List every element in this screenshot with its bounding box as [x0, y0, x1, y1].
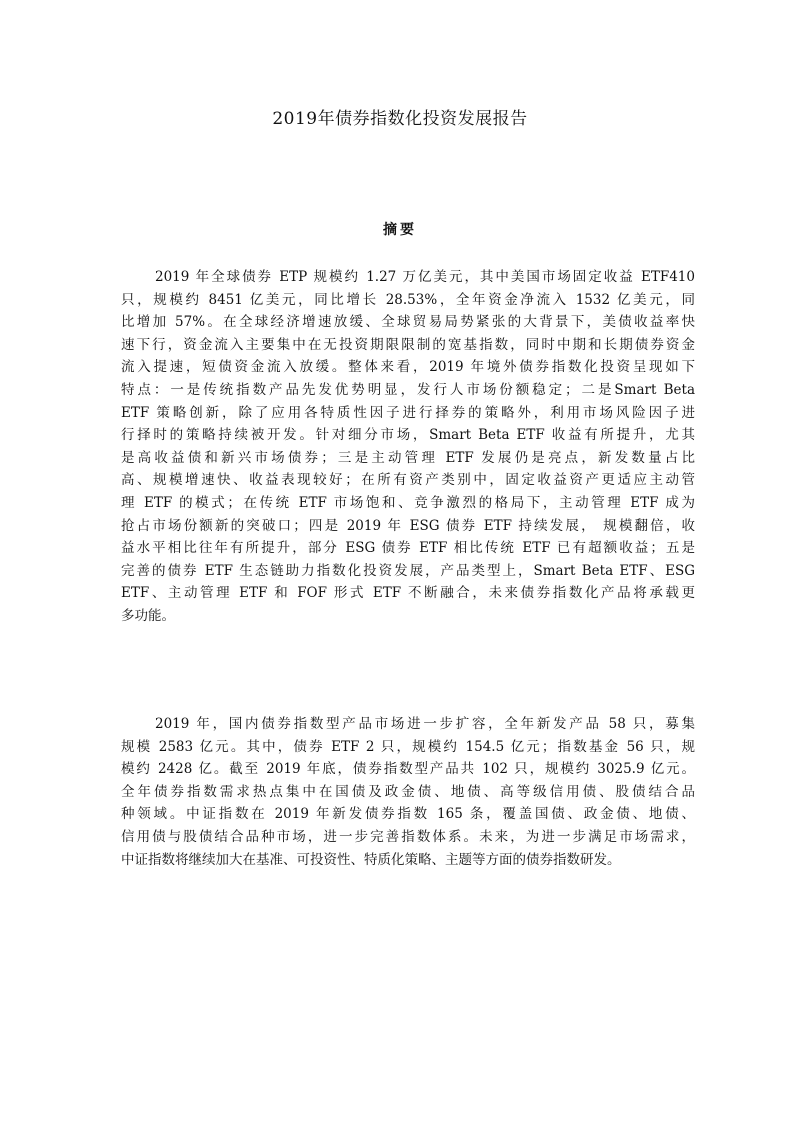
paragraph-line: 流入提速，短债资金流入放缓。整体来看，2019 年境外债券指数化投资呈现如下: [121, 359, 695, 376]
paragraph-line: 规模 2583 亿元。其中，债券 ETF 2 只，规模约 154.5 亿元；指数基金 56 只，规: [121, 738, 695, 755]
document-title: 2019年债券指数化投资发展报告: [272, 109, 528, 129]
paragraph-line: ETF、主动管理 ETF 和 FOF 形式 ETF 不断融合，未来债券指数化产品将承载更: [121, 585, 695, 602]
paragraph-line: 特点：一是传统指数产品先发优势明显，发行人市场份额稳定；二是Smart Beta: [121, 381, 695, 398]
paragraph-line: 抢占市场份额新的突破口；四是 2019 年 ESG 债券 ETF 持续发展， 规模翻倍，收: [121, 517, 695, 534]
paragraph-line: 信用债与股债结合品种市场，进一步完善指数体系。未来，为进一步满足市场需求，: [121, 828, 695, 845]
paragraph-line: 全年债券指数需求热点集中在国债及政金债、地债、高等级信用债、股债结合品: [121, 783, 695, 800]
paragraph-line: 只，规模约 8451 亿美元，同比增长 28.53%，全年资金净流入 1532 亿美元，同: [121, 291, 695, 308]
paragraph-line: 种领域。中证指数在 2019 年新发债券指数 165 条，覆盖国债、政金债、地债、: [121, 806, 695, 823]
section-title-abstract: 摘要: [383, 222, 417, 238]
paragraph-line: 模约 2428 亿。截至 2019 年底，债券指数型产品共 102 只，规模约 3025.9 亿元。: [121, 761, 695, 778]
paragraph-line: 多功能。: [121, 607, 175, 624]
paragraph-line: 高、规模增速快、收益表现较好；在所有资产类别中，固定收益资产更适应主动管: [121, 472, 695, 489]
paragraph-line: 速下行，资金流入主要集中在无投资期限限制的宽基指数，同时中期和长期债券资金: [121, 336, 695, 353]
paragraph-line: 是高收益债和新兴市场债券；三是主动管理 ETF 发展仍是亮点，新发数量占比: [121, 449, 695, 466]
abstract-paragraph-2: [121, 713, 695, 871]
paragraph-line: 益水平相比往年有所提升，部分 ESG 债券 ETF 相比传统 ETF 已有超额收益；五是: [121, 540, 695, 557]
paragraph-line: 完善的债券 ETF 生态链助力指数化投资发展，产品类型上，Smart Beta ETF、ESG: [121, 562, 695, 579]
paragraph-line: 比增加 57%。在全球经济增速放缓、全球贸易局势紧张的大背景下，美债收益率快: [121, 314, 695, 331]
paragraph-line: 2019 年，国内债券指数型产品市场进一步扩容，全年新发产品 58 只，募集: [155, 716, 695, 732]
paragraph-line: 2019 年全球债券 ETP 规模约 1.27 万亿美元，其中美国市场固定收益 ETF410: [155, 269, 695, 285]
paragraph-line: 中证指数将继续加大在基准、可投资性、特质化策略、主题等方面的债券指数研发。: [121, 851, 621, 868]
paragraph-line: ETF 策略创新，除了应用各特质性因子进行择券的策略外，利用市场风险因子进: [121, 404, 695, 421]
paragraph-line: 理 ETF 的模式；在传统 ETF 市场饱和、竞争激烈的格局下，主动管理 ETF 成为: [121, 494, 695, 511]
abstract-paragraph-1: [121, 266, 695, 628]
paragraph-line: 行择时的策略持续被开发。针对细分市场，Smart Beta ETF 收益有所提升，尤其: [121, 427, 695, 444]
